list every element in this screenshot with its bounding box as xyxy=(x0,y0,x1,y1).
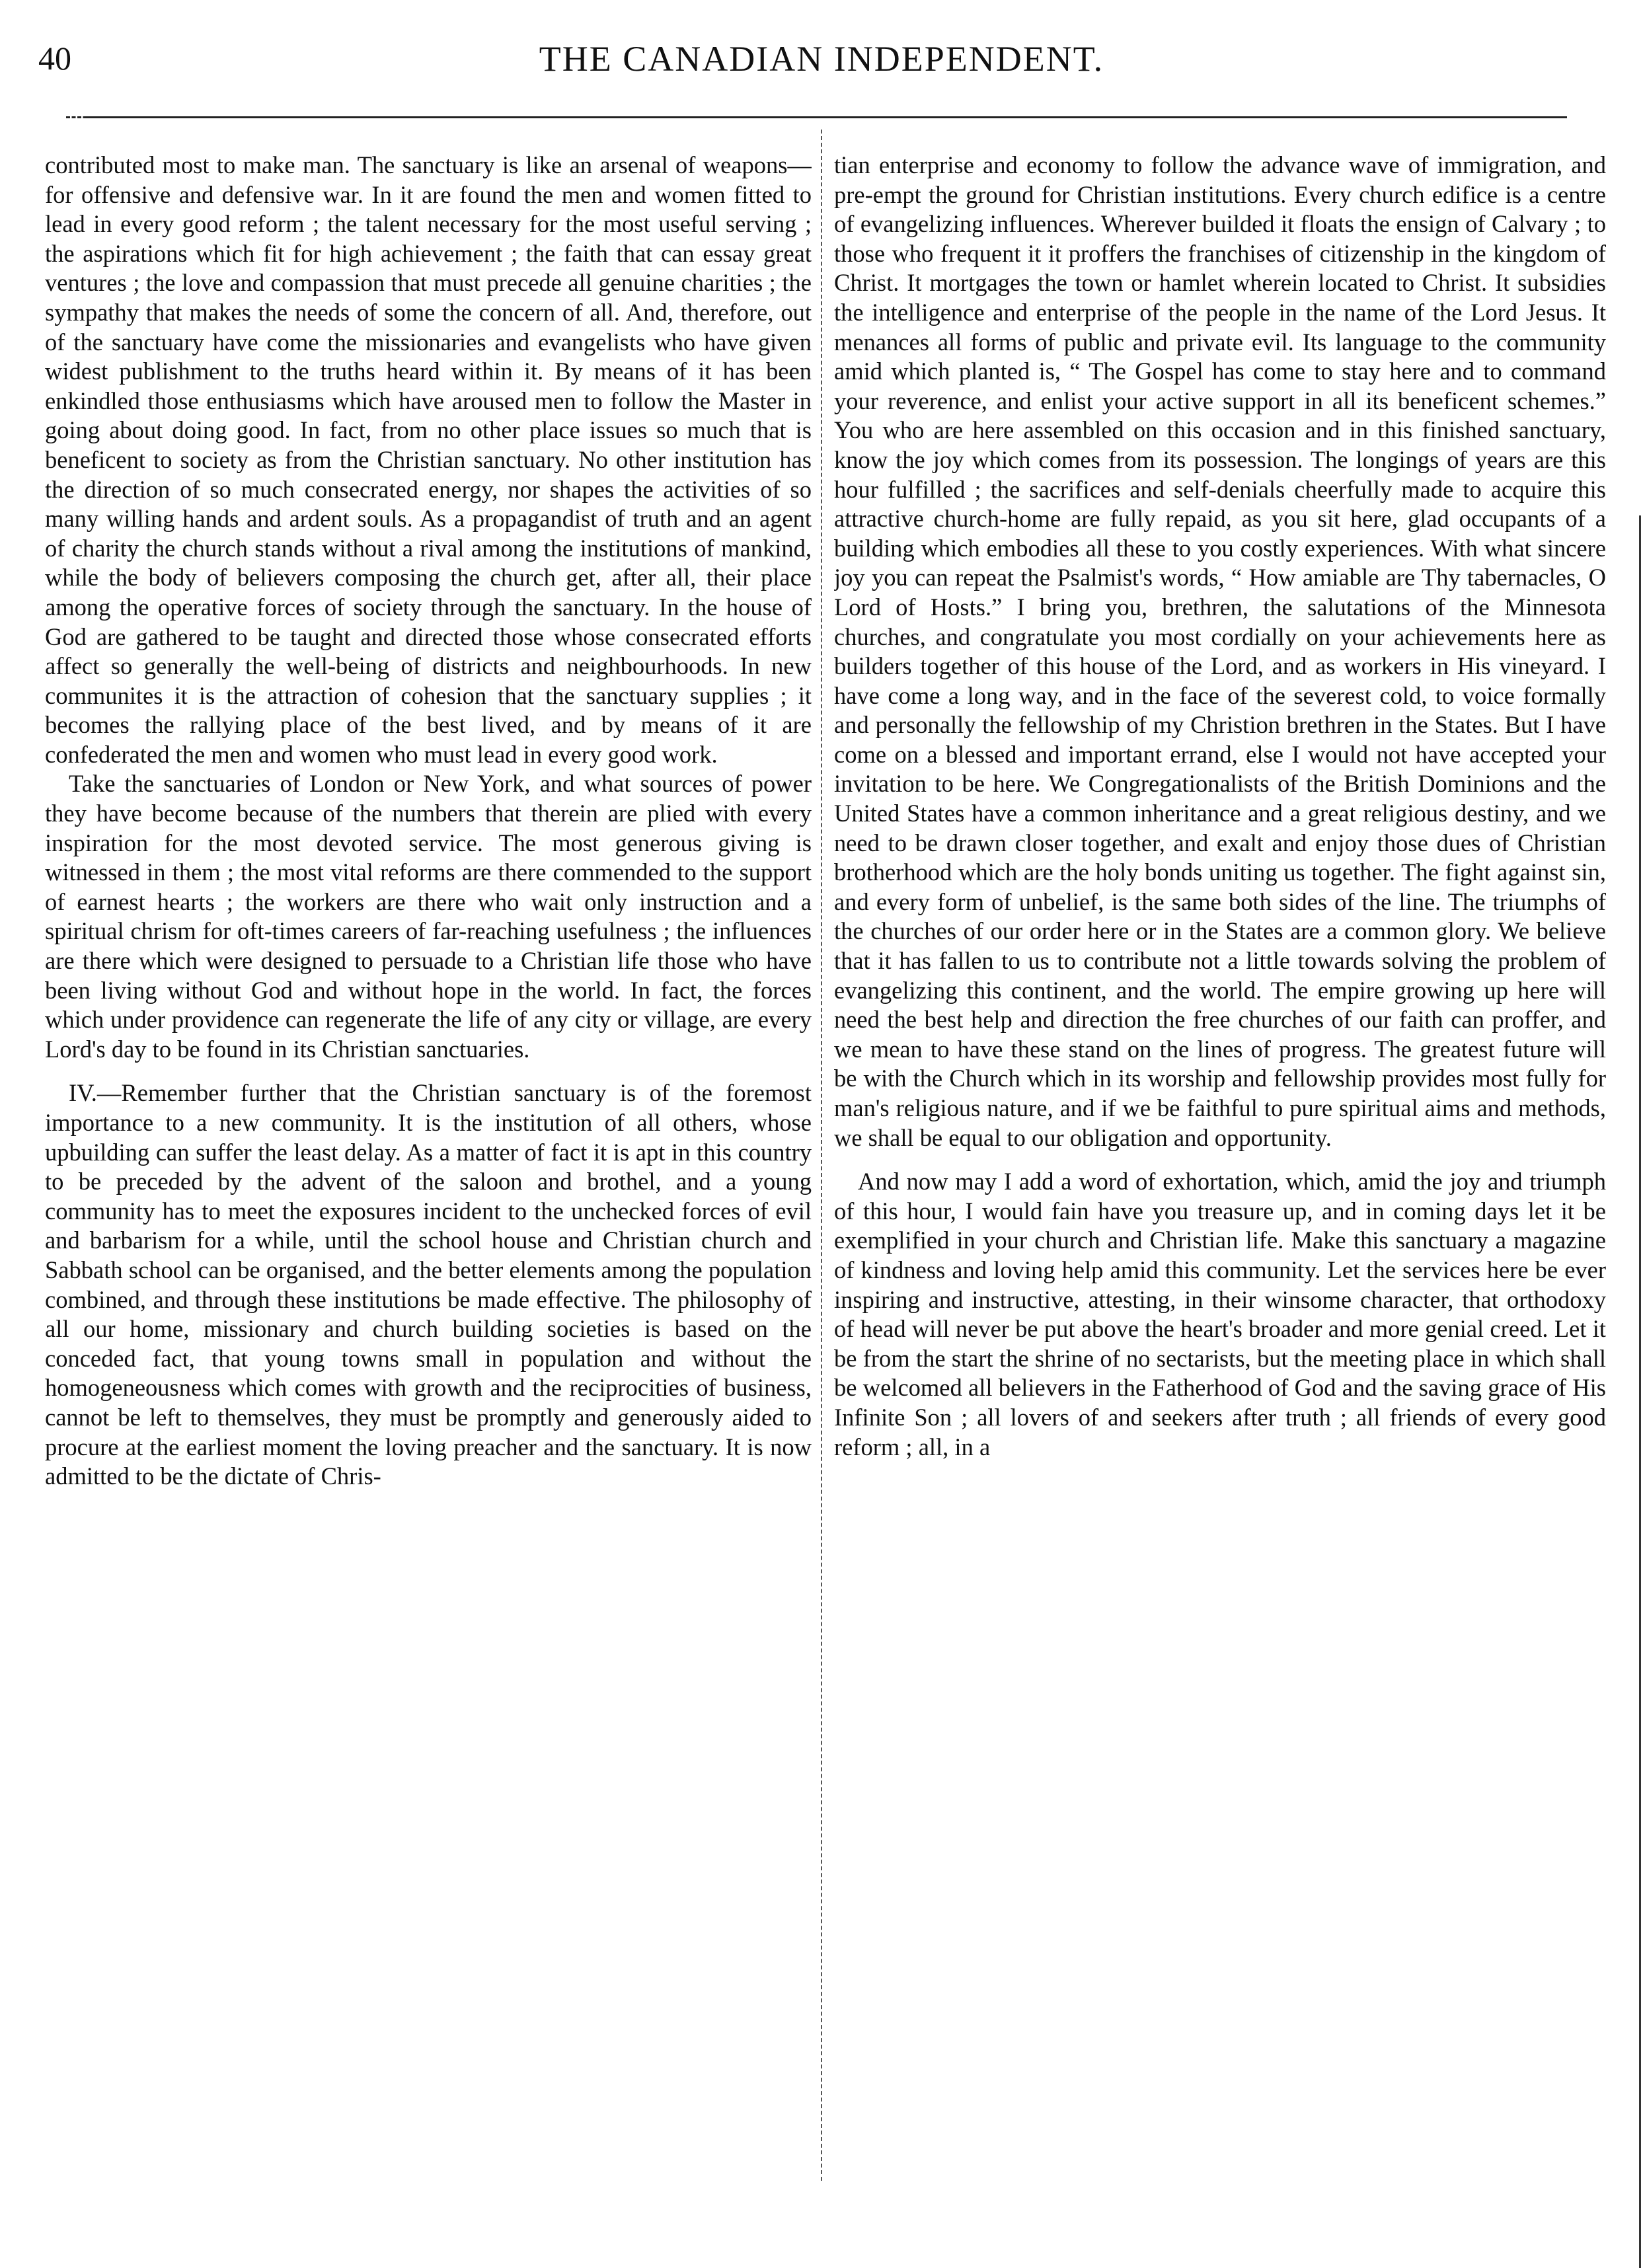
header-rule xyxy=(86,116,1567,118)
column-divider xyxy=(821,130,822,2181)
right-edge-line xyxy=(1639,515,1641,2268)
page-number: 40 xyxy=(38,40,71,77)
right-column xyxy=(834,151,1606,2186)
left-paragraph-2: Take the sanctuaries of London or New York, and what sources of power they have become because of the numbers that therein are plied with every inspiration for the most devoted service. The most generous giving is witnessed in them ; the most vital reforms are there commended to the support of earnest hearts ; the workers are there who wait only instruction and a spiritual chrism for oft-times careers of far-reaching usefulness ; the influences are there which were designed to persuade to a Christian life those who have been living without God and without hope in the world. In fact, the forces which under providence can regenerate the life of any city or village, are every Lord's day to be found in its Christian sanctuaries. xyxy=(45,770,812,1063)
left-paragraph-3: IV.—Remember further that the Christian sanctuary is of the foremost importance to a new community. It is the institution of all others, whose upbuilding can suffer the least delay. As a matter of fact it is apt in this country to be preceded by the advent of the saloon and brothel, and a young community has to meet the exposures incident to the unchecked forces of evil and barbarism for a while, until the school house and Christian church and Sabbath school can be organised, and the better elements among the population combined, and through these institutions be made effective. The philosophy of all our home, missionary and church building societies is based on the conceded fact, that young towns small in population and without the homogeneousness which comes with growth and the reciprocities of business, cannot be left to themselves, they must be promptly and generously aided to procure at the earliest moment the loving preacher and the sanctuary. It is now admitted to be the dictate of Chris- xyxy=(45,1079,812,1490)
left-column xyxy=(45,151,812,2186)
left-paragraph-1: contributed most to make man. The sanctuary is like an arsenal of weapons—for offensive and defensive war. In it are found the men and women fitted to lead in every good reform ; the talent necessary for the most useful serving ; the aspirations which fit for high achievement ; the faith that can essay great ventures ; the love and compassion that must precede all genuine charities ; the sympathy that makes the needs of some the concern of all. And, therefore, out of the sanctuary have come the missionaries and evangelists who have given widest publishment to the truths heard within it. By means of it has been enkindled those enthusiasms which have aroused men to follow the Master in going about doing good. In fact, from no other place issues so much that is beneficent to society as from the Christian sanctuary. No other institution has the direction of so much consecrated energy, nor shapes the activities of so many willing hands and ardent souls. As a propagandist of truth and an agent of charity the church stands without a rival among the institutions of mankind, while the body of believers composing the church get, after all, their place among the operative forces of society through the sanctuary. In the house of God are gathered to be taught and directed those whose consecrated efforts affect so generally the well-being of districts and neighbourhoods. In new communites it is the attraction of cohesion that the sanctuary supplies ; it becomes the rallying place of the best lived, and by means of it are confederated the men and women who must lead in every good work. xyxy=(45,151,812,768)
right-paragraph-1: tian enterprise and economy to follow the advance wave of immigration, and pre-empt the ground for Christian institutions. Every church edifice is a centre of evangelizing influences. Wherever builded it floats the ensign of Calvary ; to those who frequent it it proffers the franchises of citizenship in the kingdom of Christ. It mortgages the town or hamlet wherein located to Christ. It subsidies the intelligence and enterprise of the people in the name of the Lord Jesus. It menances all forms of public and private evil. Its language to the community amid which planted is, “ The Gospel has come to stay here and to command your reverence, and enlist your active support in all its beneficent schemes.” You who are here assembled on this occasion and in this finished sanctuary, know the joy which comes from its possession. The longings of years are this hour fulfilled ; the sacrifices and self-denials cheerfully made to acquire this attractive church-home are fully repaid, as you sit here, glad occupants of a building which embodies all these to you costly experiences. With what sincere joy you can repeat the Psalmist's words, “ How amiable are Thy tabernacles, O Lord of Hosts.” I bring you, brethren, the salutations of the Minnesota churches, and congratulate you most cordially on your achievements here as builders together of this house of the Lord, and as workers in His vineyard. I have come a long way, and in the face of the severest cold, to voice formally and personally the fellowship of my Christion brethren in the States. But I have come on a blessed and important errand, else I would not have accepted your invitation to be here. We Congregationalists of the British Dominions and the United States have a common inheritance and a great religious destiny, and we need to be drawn closer together, and exalt and enjoy those dues of Christian brotherhood which are the holy bonds uniting us together. The fight against sin, and every form of unbelief, is the same both sides of the line. The triumphs of the churches of our order here or in the States are a common glory. We believe that it has fallen to us to contribute not a little towards solving the problem of evangelizing this continent, and the world. The empire growing up here will need the best help and direction the free churches of our faith can proffer, and we mean to have these stand on the lines of progress. The greatest future will be with the Church which in its worship and fellowship provides most fully for man's religious nature, and if we be faithful to pure spiritual aims and methods, we shall be equal to our obligation and opportunity. xyxy=(834,151,1606,1151)
right-paragraph-2: And now may I add a word of exhortation, which, amid the joy and triumph of this hour, I would fain have you treasure up, and in coming days let it be exemplified in your church and Christian life. Make this sanctuary a magazine of kindness and loving help amid this community. Let the services here be ever inspiring and instructive, attesting, in their winsome character, that orthodoxy of head will never be put above the heart's broader and more genial creed. Let it be from the start the shrine of no sectarists, but the meeting place in which shall be welcomed all believers in the Fatherhood of God and the saving grace of His Infinite Son ; all lovers of and seekers after truth ; all friends of every good reform ; all, in a xyxy=(834,1168,1606,1460)
running-title: THE CANADIAN INDEPENDENT. xyxy=(539,39,1104,79)
